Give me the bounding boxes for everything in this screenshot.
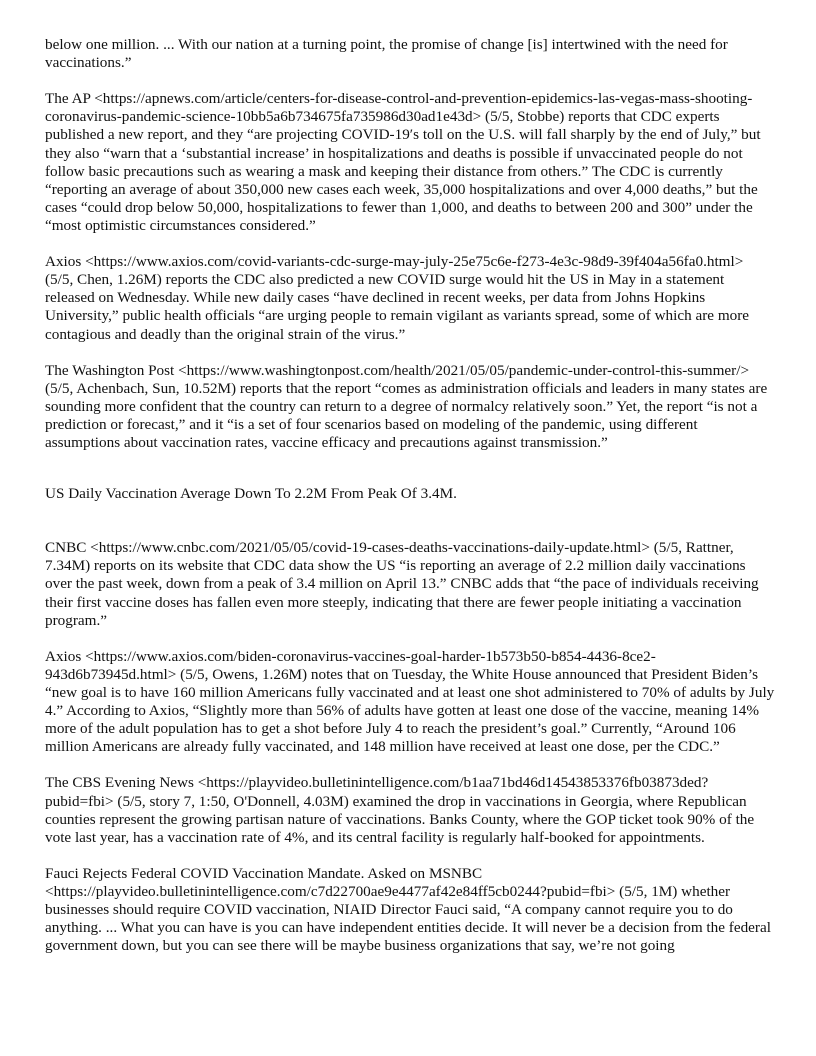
paragraph-vaccination-turning-point: below one million. ... With our nation at a turning point, the promise of change [is] intertwined with the need for vaccinations.” [45,36,728,72]
paragraph-cbs-evening-news: The CBS Evening News <https://playvideo.bulletinintelligence.com/b1aa71bd46d14543853376fb03873ded?pubid=fbi> (5/5, story 7, 1:50, O'Donnell, 4.03M) examined the drop in vaccinations in Georgia, where Republican counties represent the growing partisan nature of vaccinations. Banks County, where the GOP ticket took 90% of the vote last year, has a vaccination rate of 4%, and its central facility is regularly half-booked for appointments. [45,774,755,846]
paragraph-fauci: Fauci Rejects Federal COVID Vaccination Mandate. Asked on MSNBC <https://playvideo.bulletinintelligence.com/c7d22700ae9e4477af42e84ff5cb0244?pubid=fbi> (5/5, 1M) whether businesses should require COVID vaccination, NIAID Director Fauci said, “A company cannot require you to do anything. ... What you can have is you can have independent entities decide. It will never be a decision from the federal government down, but you can see there will be maybe business organizations that say, we’re not going [45,864,771,955]
section-headline: US Daily Vaccination Average Down To 2.2M From Peak Of 3.4M. [45,485,457,503]
paragraph-axios-chen: Axios <https://www.axios.com/covid-variants-cdc-surge-may-july-25e75c6e-f273-4e3c-98d9-39f404a56fa0.html> (5/5, Chen, 1.26M) reports the CDC also predicted a new COVID surge would hit the US in May in a statement released on Wednesday. While new daily cases “have declined in recent weeks, per data from Johns Hopkins University,” public health officials “are urging people to remain vigilant as variants spread, some of which are more contagious and deadly than the original strain of the virus.” [45,253,750,343]
document-page [45,36,775,955]
paragraph-cnbc: CNBC <https://www.cnbc.com/2021/05/05/covid-19-cases-deaths-vaccinations-daily-update.html> (5/5, Rattner, 7.34M) reports on its website that CDC data show the US “is reporting an average of 2.2 million daily vaccinations over the past week, down from a peak of 3.4 million on April 13.” CNBC adds that “the pace of individuals receiving their first vaccine doses has fallen even more steeply, indicating that there are fewer people initiating a vaccination program.” [45,539,759,629]
paragraph-axios-owens: Axios <https://www.axios.com/biden-coronavirus-vaccines-goal-harder-1b573b50-b854-4436-8ce2-943d6b73945d.html> (5/5, Owens, 1.26M) notes that on Tuesday, the White House announced that President Biden’s “new goal is to have 160 million Americans fully vaccinated and at least one shot administered to 70% of adults by July 4.” According to Axios, “Slightly more than 56% of adults have gotten at least one dose of the vaccine, meaning 14% more of the adult population has to get a shot before July 4 to reach the president’s goal.” Currently, “Around 106 million Americans are already fully vaccinated, and 148 million have received at least one dose, per the CDC.” [45,647,775,756]
paragraph-washington-post: The Washington Post <https://www.washingtonpost.com/health/2021/05/05/pandemic-under-control-this-summer/> (5/5, Achenbach, Sun, 10.52M) reports that the report “comes as administration officials and leaders in many states are sounding more confident that the country can return to a degree of normalcy relatively soon.” Yet, the report “is not a prediction or forecast,” and it “is a set of four scenarios based on modeling of the pandemic, using different assumptions about vaccination rates, vaccine efficacy and precautions against transmission.” [45,361,768,452]
paragraph-ap-report: The AP <https://apnews.com/article/centers-for-disease-control-and-prevention-epidemics-las-vegas-mass-shooting-coronavirus-pandemic-science-10bb5a6b734675fa735986d30ad1e43d> (5/5, Stobbe) reports that CDC experts published a new report, and they “are projecting COVID-19′s toll on the U.S. will fall sharply by the end of July,” but they also “warn that a ‘substantial increase’ in hospitalizations and deaths is possible if unvaccinated people do not follow basic precautions such as wearing a mask and keeping their distance from others.” The CDC is currently “reporting an average of about 350,000 new cases each week, 35,000 hospitalizations and over 4,000 deaths,” but the cases “could drop below 50,000, hospitalizations to fewer than 1,000, and deaths to between 200 and 300” under the “most optimistic circumstances considered.” [45,90,761,234]
